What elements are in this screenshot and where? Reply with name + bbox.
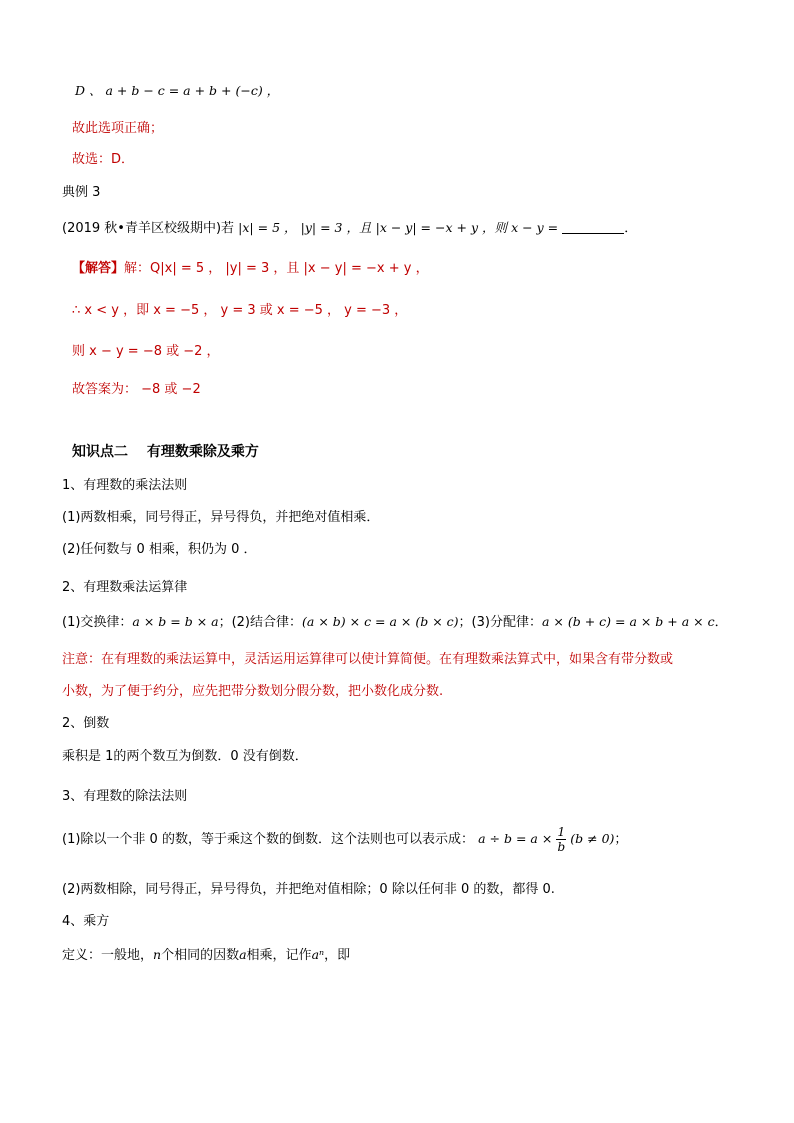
- power-a: a: [239, 947, 247, 962]
- law-label-distributive: ；(3)分配律：: [458, 615, 542, 630]
- section-heading: 知识点二 有理数乘除及乘方: [72, 444, 259, 460]
- question-source: (2019 秋•青羊区校级期中)若: [62, 221, 235, 236]
- fraction-numerator: 1: [557, 825, 566, 839]
- law-formula-commutative: a × b = b × a: [132, 614, 219, 629]
- example-title: 典例 3: [62, 185, 101, 200]
- power-n: n: [153, 947, 162, 962]
- power-def-text: 相乘，记作: [246, 948, 312, 963]
- laws-line: [62, 613, 728, 632]
- division-rule-line-1: [62, 824, 627, 855]
- subsection-title-reciprocal: 2、倒数: [62, 716, 110, 731]
- law-label-commutative: (1)交换律：: [62, 615, 133, 630]
- law-label-associative: ；(2)结合律：: [218, 615, 303, 630]
- fraction-one-over-b: [556, 825, 566, 854]
- note-line-1: 注意：在有理数的乘法运算中，灵活运用运算律可以使计算简便。在有理数乘法算式中，如果含有带分数或: [62, 652, 674, 667]
- subsection-title-division-rule: 3、有理数的除法法则: [62, 789, 188, 804]
- solution-line-3: 则 x − y = −8 或 −2 ，: [72, 344, 220, 359]
- fraction-denominator: b: [557, 840, 566, 854]
- option-d-line: D 、 a + b − c = a + b + (−c) ，: [75, 83, 280, 98]
- question-end: ．: [624, 221, 638, 236]
- subsection-title-multiplication-laws: 2、有理数乘法运算律: [62, 580, 188, 595]
- rule-text: (2)任何数与 0 相乘，积仍为 0 ．: [62, 542, 257, 557]
- condition-y: |y| = 3 ，且: [300, 220, 372, 235]
- power-notation: aⁿ: [311, 947, 325, 962]
- option-correct-line: 故此选项正确；: [72, 121, 164, 136]
- solution-text-1: 解：Q|x| = 5 ， |y| = 3 ，且 |x − y| = −x + y ，: [124, 261, 429, 276]
- solution-tag: 【解答】: [72, 261, 125, 276]
- power-def-text: 定义：一般地，: [62, 948, 154, 963]
- division-end: ；: [614, 832, 628, 847]
- solution-line-4: 故答案为： −8 或 −2: [72, 382, 201, 397]
- division-rule-text: (1)除以一个非 0 的数，等于乘这个数的倒数．这个法则也可以表示成：: [62, 832, 474, 847]
- division-formula: a ÷ b = a ×: [478, 831, 553, 846]
- answer-blank: [562, 221, 624, 234]
- law-formula-associative: (a × b) × c = a × (b × c): [302, 614, 459, 629]
- subsection-title-power: 4、乘方: [62, 914, 110, 929]
- division-rule-line-2: (2)两数相除，同号得正，异号得负，并把绝对值相除；0 除以任何非 0 的数，都得 0.: [62, 882, 555, 897]
- note-line-2: 小数，为了便于约分，应先把带分数划分假分数，把小数化成分数.: [62, 684, 444, 699]
- solution-line-2: ∴ x < y ，即 x = −5 ， y = 3 或 x = −5 ， y = −3 ，: [72, 303, 408, 318]
- solution-line-1: [72, 260, 429, 278]
- question-ask: x − y =: [511, 220, 559, 235]
- answer-choice-line: 故选：D．: [72, 152, 135, 167]
- law-end: ．: [714, 615, 728, 630]
- power-def-text: ，即: [324, 948, 351, 963]
- subsection-title-multiplication-rule: 1、有理数的乘法法则: [62, 478, 188, 493]
- rule-text: (1)两数相乘，同号得正，异号得负，并把绝对值相乘．: [62, 510, 380, 525]
- division-condition: (b ≠ 0): [570, 831, 615, 846]
- power-def-text: 个相同的因数: [161, 948, 240, 963]
- example-question: [62, 219, 637, 238]
- condition-xy: |x − y| = −x + y ，则: [375, 220, 507, 235]
- law-formula-distributive: a × (b + c) = a × b + a × c: [541, 614, 715, 629]
- power-definition: [62, 946, 350, 965]
- reciprocal-text: 乘积是 1的两个数互为倒数．0 没有倒数．: [62, 749, 308, 764]
- condition-x: |x| = 5 ，: [238, 220, 297, 235]
